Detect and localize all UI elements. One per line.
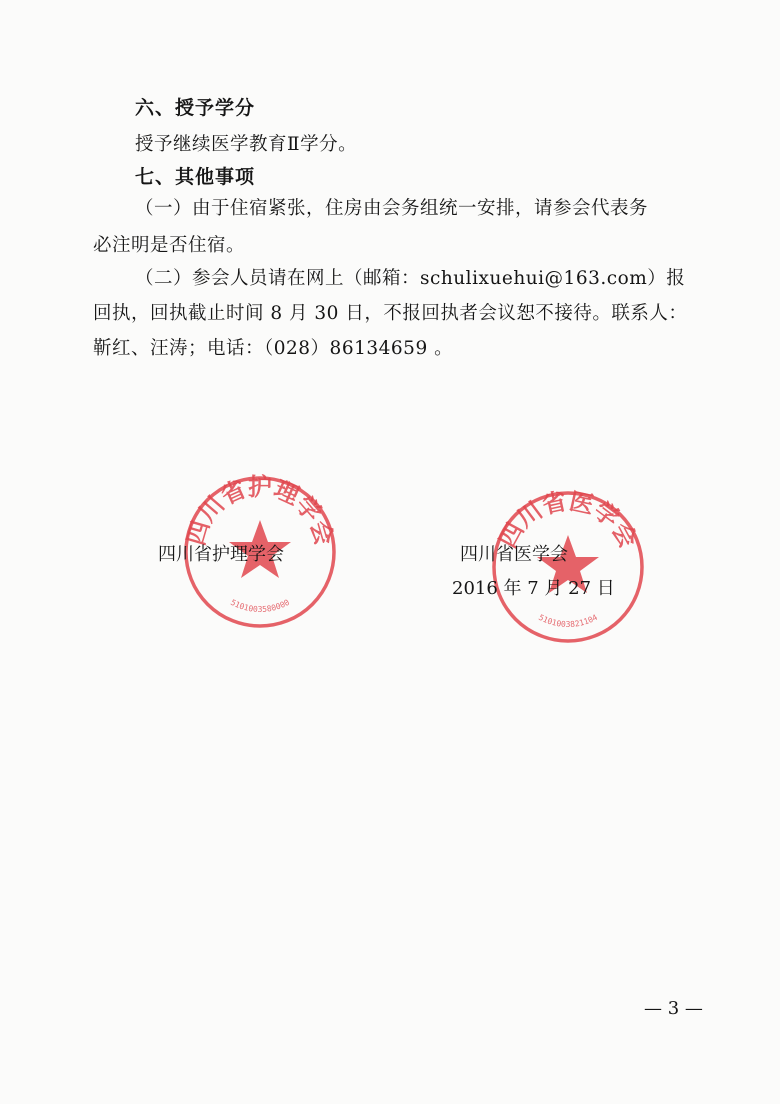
section-7-heading: 七、其他事项 [135,166,256,188]
item-1-line-1: （一）由于住宿紧张，住房由会务组统一安排，请参会代表务 [135,198,649,219]
item-2-line-1: （二）参会人员请在网上（邮箱：schulixuehui@163.com）报 [135,268,686,289]
section-6-heading: 六、授予学分 [135,97,256,119]
item-2-line-2: 回执，回执截止时间 8 月 30 日，不报回执者会议恕不接待。联系人： [93,303,688,324]
right-seal-number: 5101003821104 [537,612,599,629]
left-seal-text: 四川省护理学会 [181,472,339,549]
right-signatory: 四川省医学会 [460,544,568,565]
section-6-body: 授予继续医学教育Ⅱ学分。 [135,134,358,155]
left-seal-number: 5101003580000 [229,597,291,614]
svg-text:5101003580000 [229,598,291,614]
item-1-line-2: 必注明是否住宿。 [93,235,246,256]
left-signatory: 四川省护理学会 [158,544,284,565]
svg-text:5101003821104 [537,613,599,629]
page-number: — 3 — [644,998,703,1019]
right-seal-text: 四川省医学会 [493,487,643,553]
item-2-line-3: 靳红、汪涛；电话：（028）86134659 。 [93,338,454,359]
signing-date: 2016 年 7 月 27 日 [452,578,615,599]
medical-association-seal [488,487,648,647]
